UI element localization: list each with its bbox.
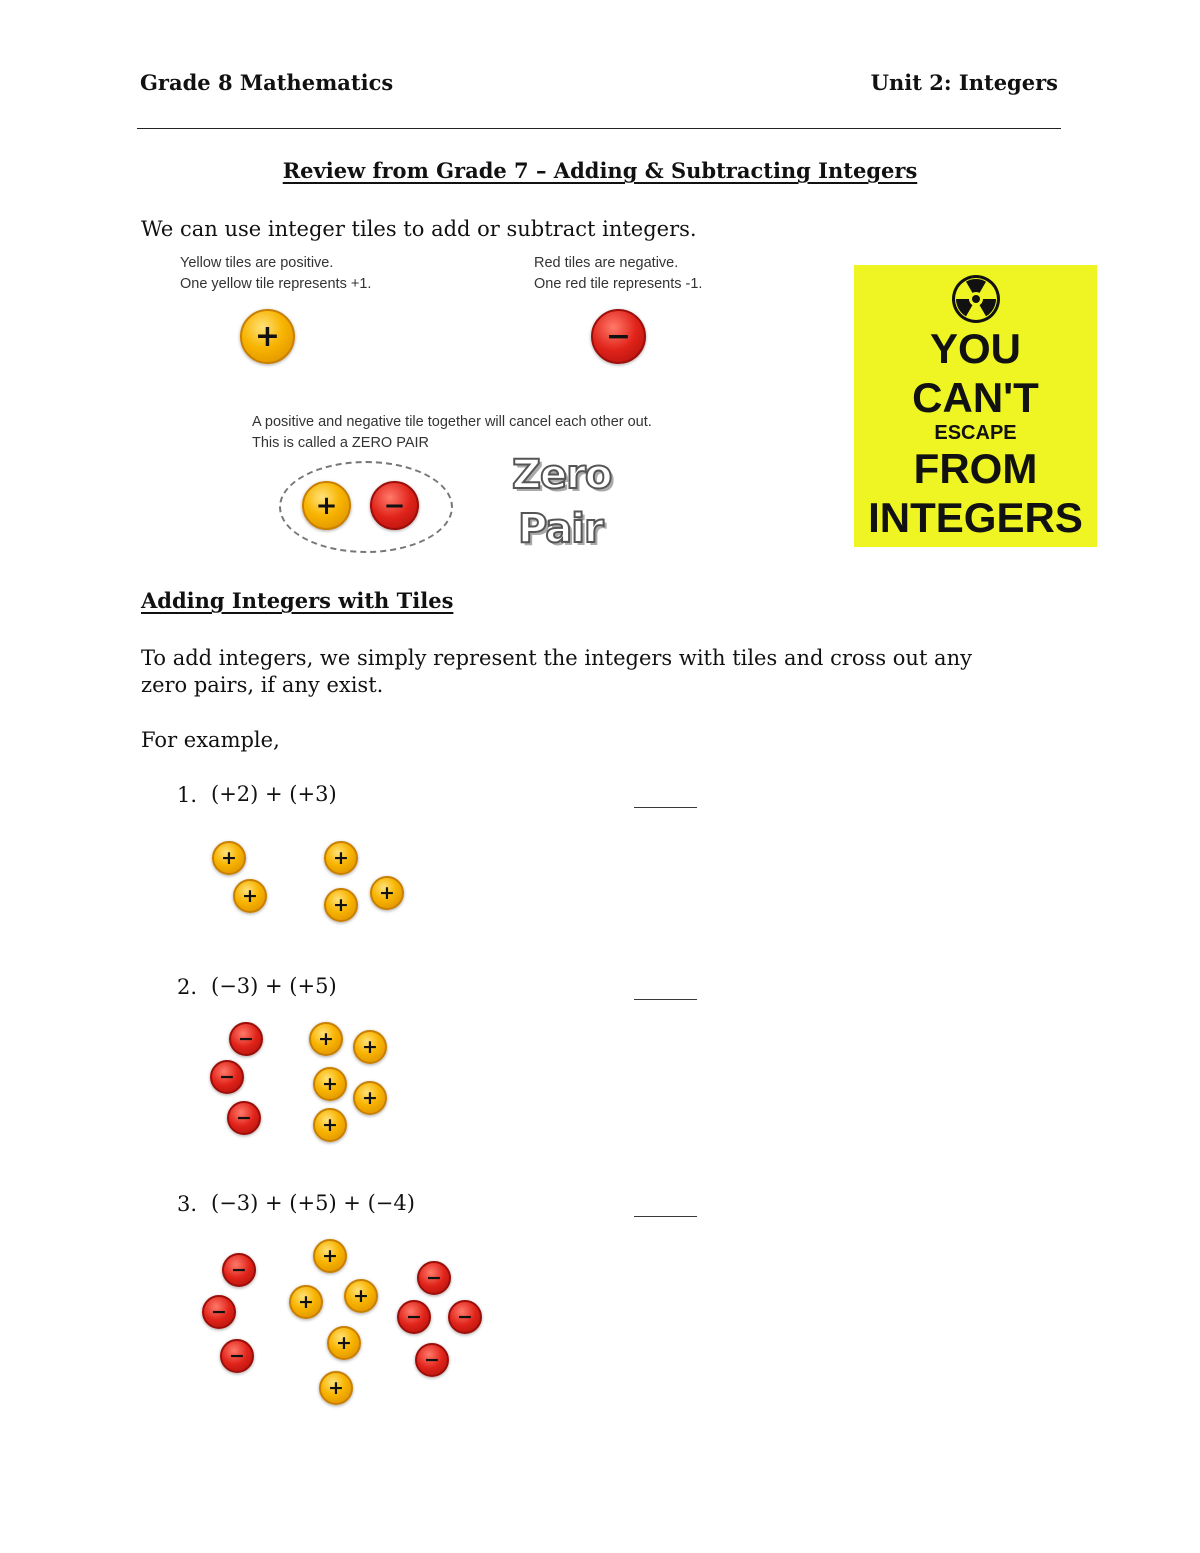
positive-tile-icon: + xyxy=(240,309,295,364)
negative-tile-icon: − xyxy=(222,1253,256,1287)
section-heading: Adding Integers with Tiles xyxy=(141,588,454,613)
zero-pair-caption: A positive and negative tile together will cancel each other out. This is called a ZERO PAIR xyxy=(252,414,652,451)
problem-3-number: 3. xyxy=(177,1192,198,1216)
positive-tile-icon: + xyxy=(233,879,267,913)
problem-1-answer-blank[interactable]: ______ xyxy=(634,784,697,808)
positive-tile-icon: + xyxy=(344,1279,378,1313)
integers-poster xyxy=(854,265,1097,547)
poster-line-3: ESCAPE xyxy=(934,422,1017,444)
example-intro: For example, xyxy=(141,728,280,752)
zero-pair-negative-icon: − xyxy=(370,481,419,530)
negative-tile-icon: − xyxy=(415,1343,449,1377)
problem-3-expression: (−3) + (+5) + (−4) xyxy=(211,1191,415,1215)
positive-tile-icon: + xyxy=(212,841,246,875)
positive-tile-icon: + xyxy=(324,841,358,875)
positive-tile-icon: + xyxy=(313,1108,347,1142)
negative-tile-icon: − xyxy=(227,1101,261,1135)
positive-tile-icon: + xyxy=(370,876,404,910)
positive-tile-icon: + xyxy=(319,1371,353,1405)
radiation-icon xyxy=(950,273,1002,325)
section-paragraph: To add integers, we simply represent the integers with tiles and cross out any zero pairs, if any exist. xyxy=(141,646,972,697)
negative-tile-icon: − xyxy=(591,309,646,364)
negative-tile-icon: − xyxy=(202,1295,236,1329)
yellow-caption: Yellow tiles are positive. One yellow tile represents +1. xyxy=(180,255,372,292)
negative-tile-icon: − xyxy=(210,1060,244,1094)
problem-1-number: 1. xyxy=(177,783,198,807)
negative-tile-icon: − xyxy=(229,1022,263,1056)
pair-word-art: Pair xyxy=(518,506,603,552)
negative-tile-icon: − xyxy=(397,1300,431,1334)
positive-tile-icon: + xyxy=(289,1285,323,1319)
positive-tile-icon: + xyxy=(324,888,358,922)
positive-tile-icon: + xyxy=(313,1239,347,1273)
problem-2-expression: (−3) + (+5) xyxy=(211,974,337,998)
positive-tile-icon: + xyxy=(327,1326,361,1360)
problem-2-number: 2. xyxy=(177,975,198,999)
intro-text: We can use integer tiles to add or subtract integers. xyxy=(141,217,697,241)
header-right: Unit 2: Integers xyxy=(870,70,1058,95)
negative-tile-icon: − xyxy=(448,1300,482,1334)
zero-pair-positive-icon: + xyxy=(302,481,351,530)
header-left: Grade 8 Mathematics xyxy=(140,70,394,95)
problem-3-answer-blank[interactable]: ______ xyxy=(634,1193,697,1217)
page-title: Review from Grade 7 – Adding & Subtracting Integers xyxy=(282,158,918,183)
problem-1-expression: (+2) + (+3) xyxy=(211,782,337,806)
poster-line-1: YOU xyxy=(929,325,1021,372)
positive-tile-icon: + xyxy=(313,1067,347,1101)
problem-2-answer-blank[interactable]: ______ xyxy=(634,976,697,1000)
poster-line-5: INTEGERS xyxy=(868,494,1083,541)
positive-tile-icon: + xyxy=(353,1081,387,1115)
header-divider xyxy=(137,128,1061,129)
positive-tile-icon: + xyxy=(353,1030,387,1064)
poster-line-2: CAN'T xyxy=(912,374,1039,421)
poster-line-4: FROM xyxy=(913,445,1038,492)
zero-word-art: Zero xyxy=(512,452,612,498)
negative-tile-icon: − xyxy=(417,1261,451,1295)
negative-tile-icon: − xyxy=(220,1339,254,1373)
red-caption: Red tiles are negative. One red tile represents -1. xyxy=(534,255,703,292)
positive-tile-icon: + xyxy=(309,1022,343,1056)
